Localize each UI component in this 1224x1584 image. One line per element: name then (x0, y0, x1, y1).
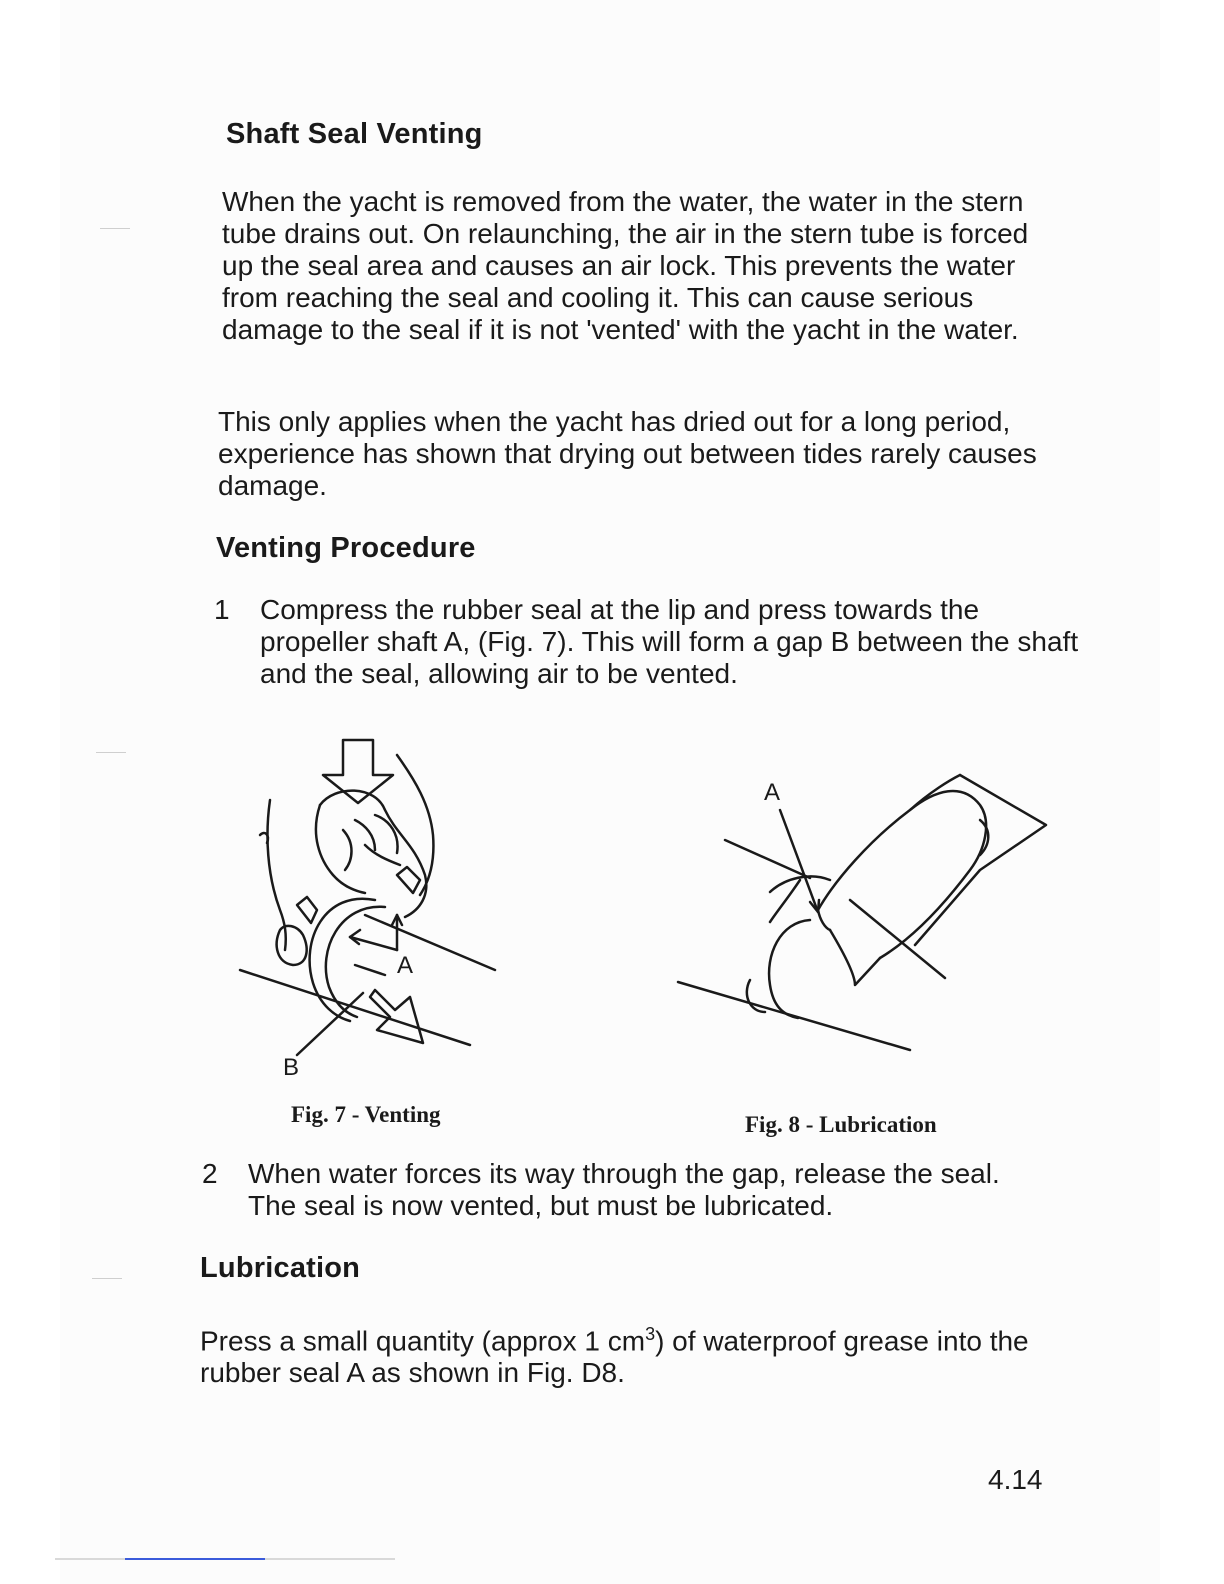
fig7-label-a: A (397, 952, 414, 979)
section-title-venting-procedure: Venting Procedure (216, 532, 476, 564)
fig7-label-b: B (283, 1054, 300, 1081)
fig8-label-a: A (764, 779, 781, 806)
page-number: 4.14 (988, 1464, 1043, 1495)
seal-collar (769, 920, 810, 1018)
leader-b (297, 993, 363, 1055)
figure-8-lubrication-illustration (670, 760, 1070, 1070)
fig-8-caption: Fig. 8 - Lubrication (745, 1112, 937, 1137)
leader-a (780, 810, 818, 912)
paragraph-drying-note: This only applies when the yacht has dried out for a long period, experience has shown that drying out between tides rarely causes damage. (218, 406, 1037, 501)
footer-link-rule (125, 1558, 265, 1560)
shaft-line-lower (240, 970, 470, 1045)
paragraph-venting-intro: When the yacht is removed from the water, the water in the stern tube drains out. On relaunching, the air in the stern tube is forced up the seal area and causes an air lock. This prevents the water from reaching the seal and cooling it. This can cause serious damage to the seal if it is not 'vented' with the yacht in the water. (222, 186, 1029, 345)
grease-tube (818, 791, 986, 958)
footer-rule (265, 1558, 395, 1560)
superscript-three: 3 (645, 1324, 656, 1344)
step-1-text: Compress the rubber seal at the lip and press towards the propeller shaft A, (Fig. 7). This will form a gap B between the shaft and the seal, allowing air to be vented. (260, 594, 1079, 689)
hand-palm (316, 805, 365, 893)
shaft-line-upper (365, 915, 495, 970)
shaft-line-mid (355, 965, 385, 975)
lubrication-text-end: ) of waterproof grease into the rubber seal A as shown in Fig. D8. (200, 1325, 1029, 1389)
section-title-shaft-seal-venting: Shaft Seal Venting (226, 118, 483, 150)
step-number-1: 1 (214, 594, 230, 625)
footer-rule (55, 1558, 125, 1560)
fig-7-caption: Fig. 7 - Venting (291, 1102, 441, 1127)
scan-mark (100, 228, 130, 229)
thumb (277, 926, 307, 965)
scan-mark (96, 752, 126, 753)
step-2-text: When water forces its way through the gap, release the seal. The seal is now vented, but must be lubricated. (248, 1158, 1000, 1221)
scan-mark (92, 1278, 122, 1279)
hand-outline (320, 791, 426, 917)
paragraph-lubrication (200, 1318, 1030, 1389)
section-title-lubrication: Lubrication (200, 1252, 361, 1284)
step-number-2: 2 (202, 1158, 218, 1189)
push-arrow-diagonal (370, 990, 423, 1043)
lubrication-text-start: Press a small quantity (approx 1 cm (200, 1325, 646, 1357)
figure-7-venting-illustration (225, 725, 525, 1095)
